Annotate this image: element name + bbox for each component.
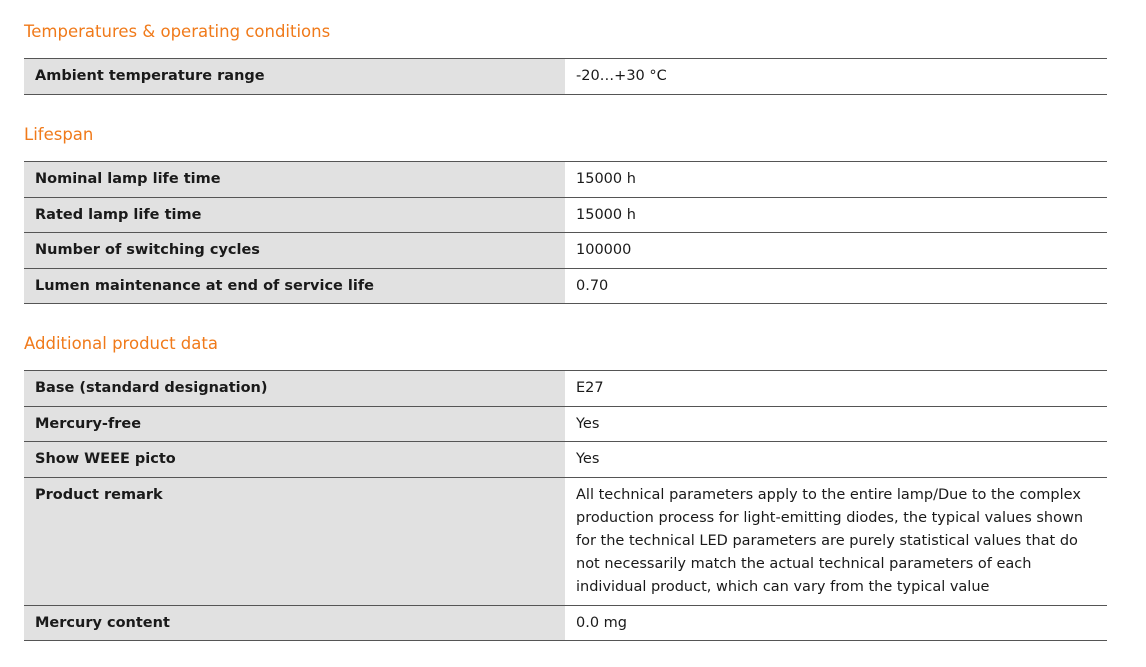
table-row [24,268,1107,304]
row-label: Number of switching cycles [24,233,565,269]
row-value: E27 [565,371,1107,407]
section-temperatures [24,20,330,44]
table-row [24,162,1107,198]
table-row [24,59,1107,95]
row-label: Product remark [24,477,565,605]
row-value: -20…+30 °C [565,59,1107,95]
row-value: 15000 h [565,162,1107,198]
row-label: Ambient temperature range [24,59,565,95]
table-temperatures [24,58,1107,95]
row-label: Mercury content [24,605,565,641]
table-lifespan [24,161,1107,304]
table-row [24,406,1107,442]
row-value: Yes [565,442,1107,478]
row-value: 100000 [565,233,1107,269]
table-row [24,197,1107,233]
row-label: Nominal lamp life time [24,162,565,198]
section-title-lifespan: Lifespan [24,125,94,144]
table-row [24,371,1107,407]
row-value: 0.70 [565,268,1107,304]
row-label: Mercury-free [24,406,565,442]
section-title-additional-product-data: Additional product data [24,334,218,353]
section-additional-product-data [24,332,218,356]
row-label: Rated lamp life time [24,197,565,233]
table-additional-product-data [24,370,1107,641]
table-row [24,605,1107,641]
row-value: All technical parameters apply to the entire lamp/Due to the complex production process for light-emitting diodes, the typical values shown for the technical LED parameters are purely statistical values that do not necessarily match the actual technical parameters of each individual product, which can vary from the typical value [565,477,1107,605]
row-label: Base (standard designation) [24,371,565,407]
row-value: 0.0 mg [565,605,1107,641]
table-row [24,442,1107,478]
table-row [24,233,1107,269]
section-lifespan [24,123,93,147]
row-value: Yes [565,406,1107,442]
row-label: Lumen maintenance at end of service life [24,268,565,304]
row-label: Show WEEE picto [24,442,565,478]
row-value: 15000 h [565,197,1107,233]
table-row [24,477,1107,605]
section-title-temperatures: Temperatures & operating conditions [24,22,331,41]
